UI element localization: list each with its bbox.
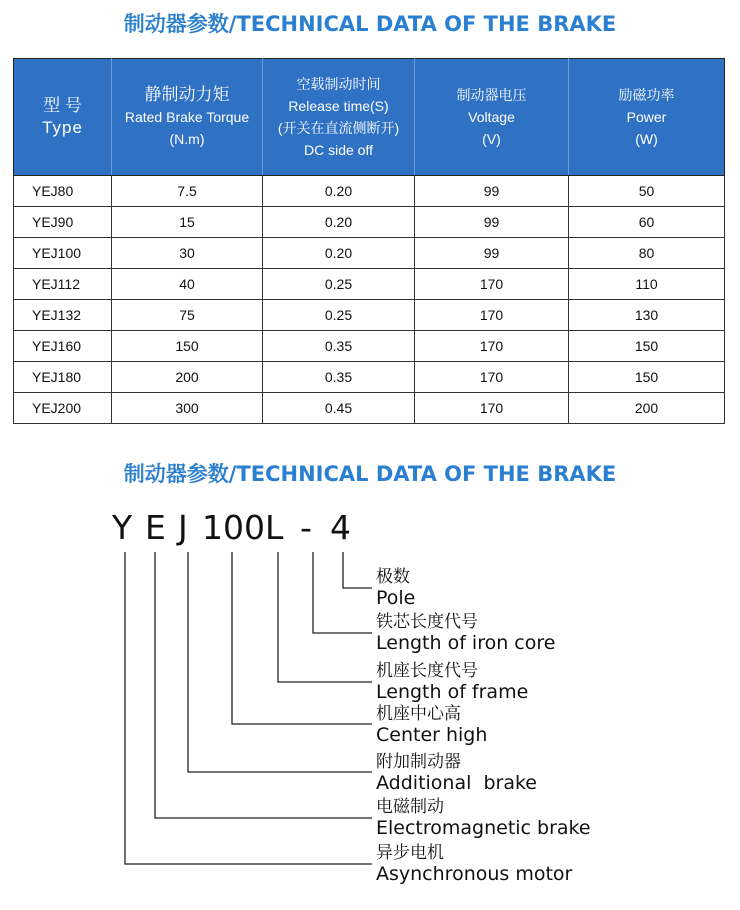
cell-release-time: 0.35	[263, 362, 415, 393]
cell-power: 110	[569, 269, 725, 300]
cell-release-time: 0.20	[263, 176, 415, 207]
cell-torque: 30	[112, 238, 263, 269]
cell-torque: 7.5	[112, 176, 263, 207]
header-release-time: 空载制动时间 Release time(S) (开关在直流侧断开) DC side off	[263, 59, 415, 176]
legend-center-high: 机座中心高 Center high	[376, 704, 488, 746]
cell-torque: 300	[112, 393, 263, 424]
connector-additional-brake	[188, 552, 372, 772]
cell-voltage: 99	[415, 207, 569, 238]
legend-pole: 极数 Pole	[376, 567, 416, 609]
cell-power: 80	[569, 238, 725, 269]
header-power: 励磁功率 Power (W)	[569, 59, 725, 176]
cell-torque: 200	[112, 362, 263, 393]
cell-type: YEJ100	[14, 238, 112, 269]
cell-type: YEJ90	[14, 207, 112, 238]
cell-type: YEJ80	[14, 176, 112, 207]
connector-pole	[343, 552, 372, 588]
cell-power: 60	[569, 207, 725, 238]
cell-voltage: 170	[415, 269, 569, 300]
cell-power: 150	[569, 331, 725, 362]
cell-type: YEJ180	[14, 362, 112, 393]
cell-voltage: 170	[415, 331, 569, 362]
cell-power: 50	[569, 176, 725, 207]
cell-voltage: 170	[415, 362, 569, 393]
legend-frame: 机座长度代号 Length of frame	[376, 661, 529, 703]
header-type: 型 号 Type	[14, 59, 112, 176]
cell-type: YEJ160	[14, 331, 112, 362]
code-part-center-height: 100	[202, 508, 265, 547]
cell-power: 200	[569, 393, 725, 424]
cell-voltage: 170	[415, 393, 569, 424]
connector-frame	[278, 552, 372, 682]
cell-voltage: 99	[415, 238, 569, 269]
legend-iron-core: 铁芯长度代号 Length of iron core	[376, 612, 556, 654]
cell-release-time: 0.25	[263, 300, 415, 331]
cell-power: 130	[569, 300, 725, 331]
code-part-frame-length: L	[265, 508, 284, 547]
cell-power: 150	[569, 362, 725, 393]
legend-asynchronous-motor: 异步电机 Asynchronous motor	[376, 843, 573, 885]
code-part-brake: J	[178, 508, 188, 547]
cell-type: YEJ132	[14, 300, 112, 331]
cell-torque: 40	[112, 269, 263, 300]
legend-additional-brake: 附加制动器 Additional brake	[376, 752, 537, 794]
cell-release-time: 0.25	[263, 269, 415, 300]
cell-release-time: 0.20	[263, 238, 415, 269]
header-rated-brake-torque: 静制动力矩 Rated Brake Torque (N.m)	[112, 59, 263, 176]
model-explanation-title: 制动器参数/TECHNICAL DATA OF THE BRAKE	[123, 462, 617, 486]
code-part-pole: 4	[330, 508, 351, 547]
cell-torque: 150	[112, 331, 263, 362]
cell-release-time: 0.35	[263, 331, 415, 362]
cell-torque: 15	[112, 207, 263, 238]
cell-type: YEJ112	[14, 269, 112, 300]
legend-electromagnetic-brake: 电磁制动 Electromagnetic brake	[376, 797, 591, 839]
cell-voltage: 99	[415, 176, 569, 207]
cell-release-time: 0.45	[263, 393, 415, 424]
cell-torque: 75	[112, 300, 263, 331]
cell-voltage: 170	[415, 300, 569, 331]
code-part-dash: -	[300, 508, 312, 547]
connector-asynchronous	[125, 552, 372, 864]
technical-data-title: 制动器参数/TECHNICAL DATA OF THE BRAKE	[123, 12, 617, 36]
code-part-motor: Y	[112, 508, 133, 547]
cell-type: YEJ200	[14, 393, 112, 424]
header-voltage: 制动器电压 Voltage (V)	[415, 59, 569, 176]
code-part-electromagnetic: E	[145, 508, 166, 547]
cell-release-time: 0.20	[263, 207, 415, 238]
connector-center-high	[232, 552, 372, 724]
